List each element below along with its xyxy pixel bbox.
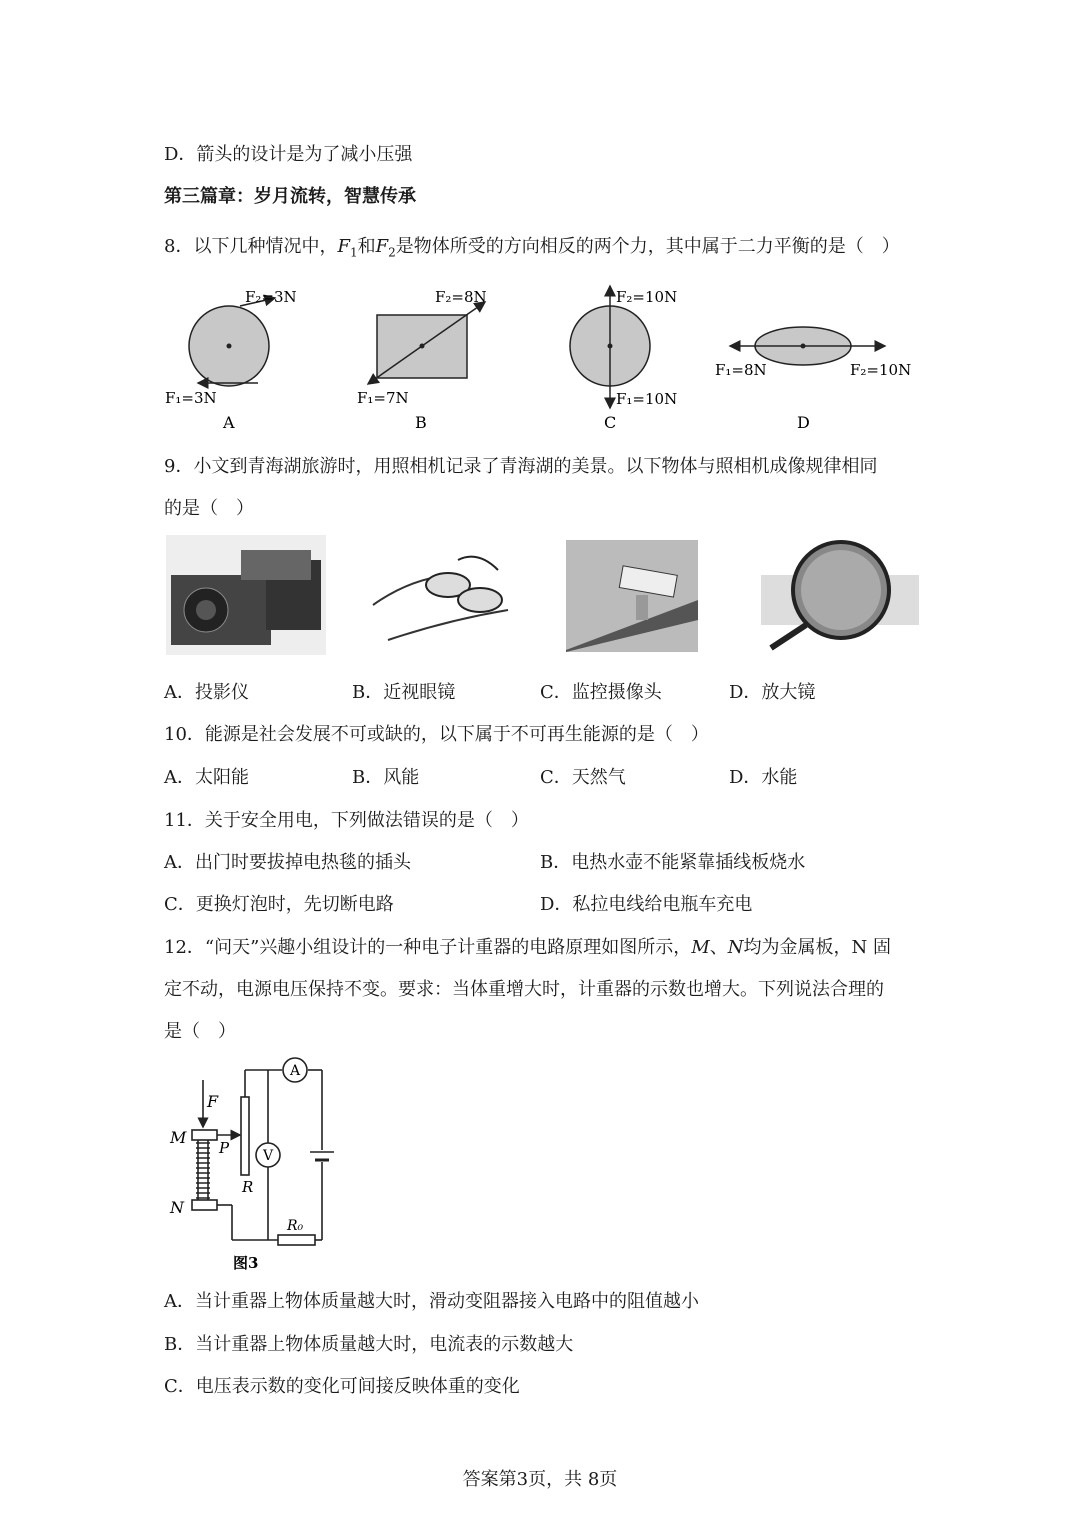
q10-option-a: A．太阳能 <box>164 767 249 788</box>
q8-figure-d <box>715 327 911 432</box>
q8-f1-symbol: F <box>337 236 350 257</box>
q8-a-f2-label: F₂=3N <box>245 288 297 306</box>
plate-m <box>192 1130 217 1140</box>
chapter3-title: 第三篇章：岁月流转，智慧传承 <box>164 186 416 207</box>
q12-n-symbol: N <box>727 937 744 958</box>
projector-photo <box>166 535 326 655</box>
q8-stem-post: 是物体所受的方向相反的两个力，其中属于二力平衡的是（ ） <box>395 236 900 257</box>
q7-option-d: D．箭头的设计是为了减小压强 <box>164 144 413 165</box>
q10-option-d: D．水能 <box>729 767 798 788</box>
q12-option-a: A．当计重器上物体质量越大时，滑动变阻器接入电路中的阻值越小 <box>164 1291 699 1312</box>
q8-c-f1-label: F₁=10N <box>616 390 678 408</box>
q11-option-d: D．私拉电线给电瓶车充电 <box>540 894 753 915</box>
camera-photo <box>566 540 698 652</box>
q8-f2-sub: 2 <box>388 245 396 260</box>
q8-d-label: D <box>797 413 810 432</box>
q8-b-label: B <box>415 413 427 432</box>
q8-figures <box>150 280 940 435</box>
ammeter-label: A <box>290 1063 301 1079</box>
q8-d-f2-label: F₂=10N <box>850 361 912 379</box>
q8-b-f2-label: F₂=8N <box>435 288 487 306</box>
plate-n <box>192 1200 217 1210</box>
q8-c-label: C <box>604 413 617 432</box>
figure-caption: 图3 <box>233 1254 259 1272</box>
q12-stem-post: 均为金属板，N 固 <box>743 937 891 958</box>
q8-b-f1-label: F₁=7N <box>357 389 409 407</box>
magnifier-photo <box>761 540 919 655</box>
q8-a-f1-label: F₁=3N <box>165 389 217 407</box>
q11-option-b: B．电热水壶不能紧靠插线板烧水 <box>540 852 806 873</box>
q8-f1-sub: 1 <box>349 245 358 260</box>
q12-stem-pre: 12．“问天”兴趣小组设计的一种电子计重器的电路原理如图所示， <box>164 937 692 958</box>
q11-stem: 11．关于安全用电，下列做法错误的是（ ） <box>164 810 529 831</box>
q8-a-label: A <box>223 413 235 432</box>
q9-option-a: A．投影仪 <box>164 682 249 703</box>
q11-option-c: C．更换灯泡时，先切断电路 <box>164 894 394 915</box>
label-r: R <box>242 1178 254 1196</box>
q12-m-symbol: M <box>691 937 710 958</box>
label-n: N <box>170 1198 184 1217</box>
label-r0: R₀ <box>287 1218 304 1234</box>
page-footer: 答案第3页，共 8页 <box>462 1469 618 1490</box>
q11-option-a: A．出门时要拔掉电热毯的插头 <box>164 852 411 873</box>
q12-option-b: B．当计重器上物体质量越大时，电流表的示数越大 <box>164 1334 574 1355</box>
q9-option-b: B．近视眼镜 <box>352 682 456 703</box>
q8-stem <box>164 232 900 260</box>
q10-stem: 10．能源是社会发展不可或缺的，以下属于不可再生能源的是（ ） <box>164 724 709 745</box>
q12-circuit-diagram <box>160 1055 350 1275</box>
label-f: F <box>207 1092 219 1111</box>
q8-figure-a <box>165 288 297 432</box>
q9-option-d: D．放大镜 <box>729 682 816 703</box>
q8-figure-c <box>570 286 677 432</box>
resistor-r <box>241 1097 249 1175</box>
q12-sep: 、 <box>709 937 728 958</box>
q8-f2-symbol: F <box>375 236 389 257</box>
glasses-photo <box>368 540 518 645</box>
q8-figure-b <box>357 288 487 432</box>
q12-stem-line1 <box>164 933 891 959</box>
q10-option-c: C．天然气 <box>540 767 626 788</box>
q12-stem-line3: 是（ ） <box>164 1021 236 1042</box>
resistor-r0 <box>278 1235 315 1245</box>
voltmeter-label: V <box>263 1148 274 1164</box>
q9-option-c: C．监控摄像头 <box>540 682 662 703</box>
q8-mid: 和 <box>357 236 376 257</box>
q9-stem-line1: 9．小文到青海湖旅游时，用照相机记录了青海湖的美景。以下物体与照相机成像规律相同 <box>164 456 878 477</box>
label-p: P <box>219 1139 230 1157</box>
q9-stem-line2: 的是（ ） <box>164 498 254 519</box>
q8-d-f1-label: F₁=8N <box>715 361 767 379</box>
q10-option-b: B．风能 <box>352 767 420 788</box>
label-m: M <box>170 1128 187 1147</box>
q12-option-c: C．电压表示数的变化可间接反映体重的变化 <box>164 1376 520 1397</box>
q8-stem-pre: 8．以下几种情况中， <box>164 236 338 257</box>
q12-stem-line2: 定不动，电源电压保持不变。要求：当体重增大时，计重器的示数也增大。下列说法合理的 <box>164 979 884 1000</box>
q8-c-f2-label: F₂=10N <box>616 288 678 306</box>
